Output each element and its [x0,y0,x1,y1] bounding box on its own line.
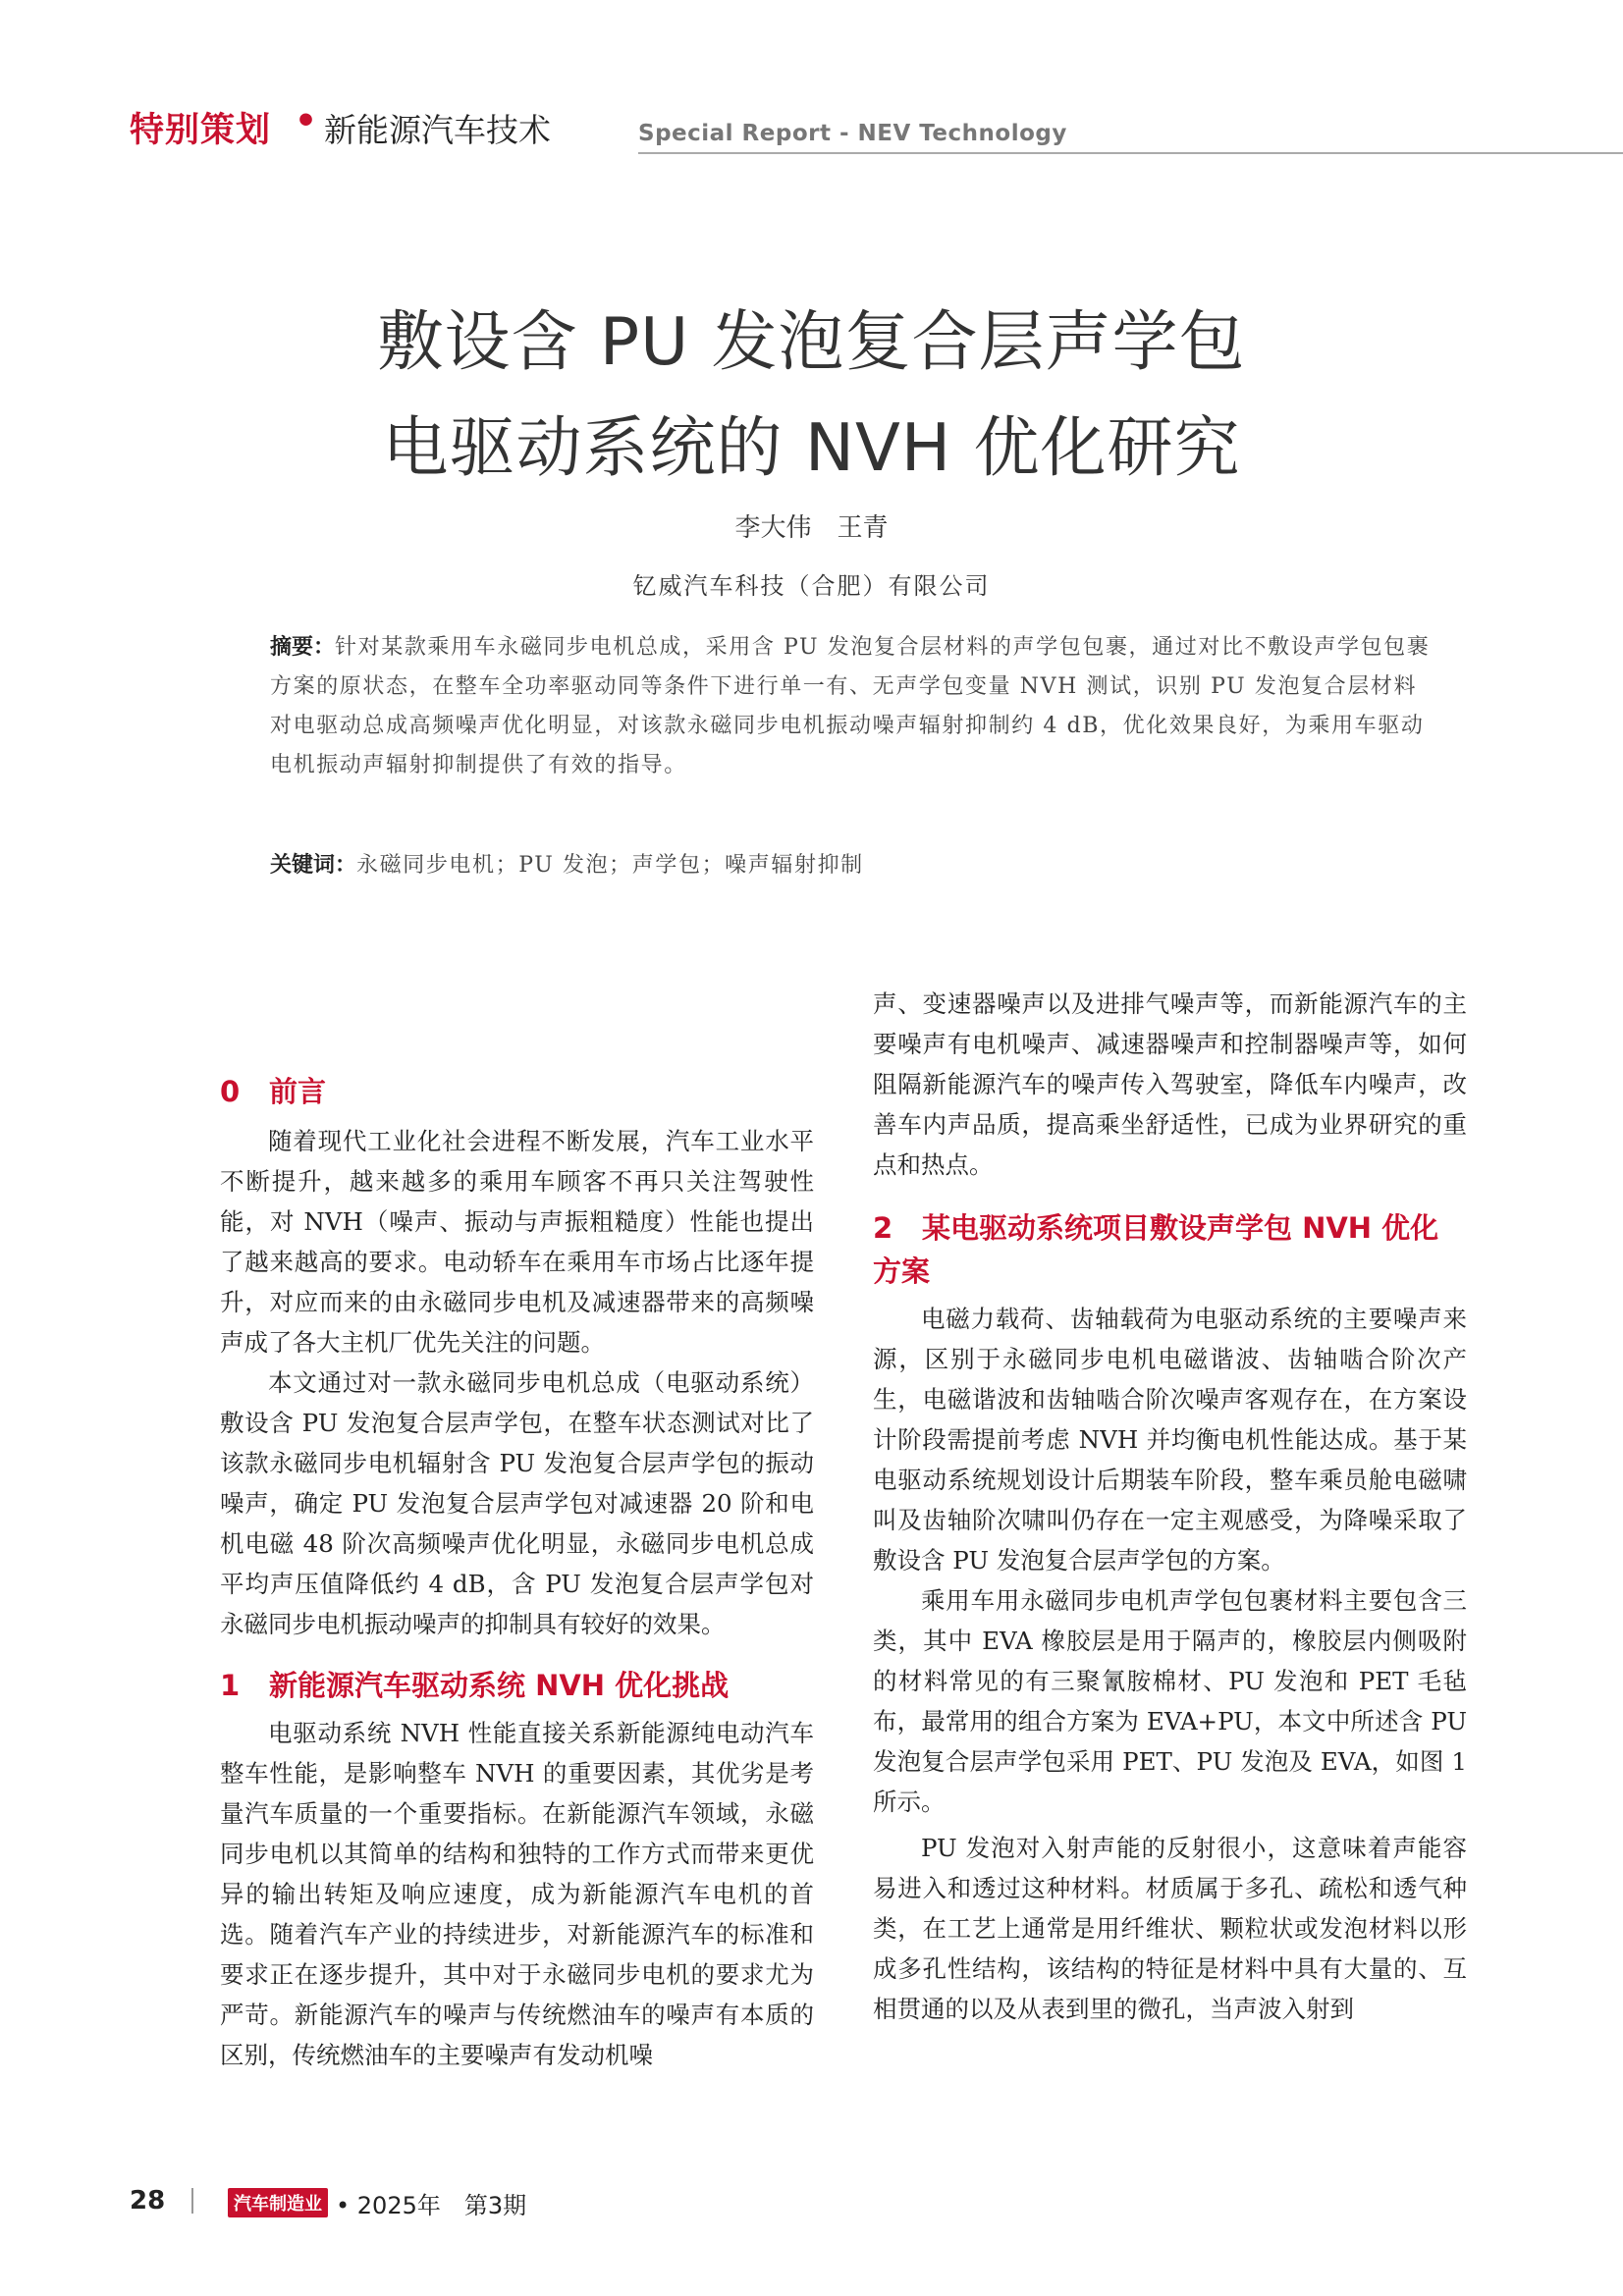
section-number: 0 [220,1075,241,1108]
abstract-label: 摘要： [270,635,336,660]
paragraph: 电驱动系统 NVH 性能直接关系新能源纯电动汽车整车性能，是影响整车 NVH 的重要因素，其优劣是考量汽车质量的一个重要指标。在新能源汽车领域，永磁同步电机以其简单的结构和独特的工作方式而带来更优异的输出转矩及响应速度，成为新能源汽车电机的首选。随着汽车产业的持续进步，对新能源汽车的标准和要求正在逐步提升，其中对于永磁同步电机的要求尤为严苛。新能源汽车的噪声与传统燃油车的噪声有本质的区别，传统燃油车的主要噪声有发动机噪 [220,1719,814,2069]
paragraph-continued: 声、变速器噪声以及进排气噪声等，而新能源汽车的主要噪声有电机噪声、减速器噪声和控制器噪声等，如何阻隔新能源汽车的噪声传入驾驶室，降低车内噪声，改善车内声品质，提高乘坐舒适性，已成为业界研究的重点和热点。 [873,989,1467,1179]
right-column [873,984,1467,2029]
abstract [270,628,1438,785]
authors: 李大伟 王青 [734,513,889,543]
keywords [270,846,1438,885]
section-title: 新能源汽车驱动系统 NVH 优化挑战 [269,1669,730,1702]
paragraph: 乘用车用永磁同步电机声学包包裹材料主要包含三类，其中 EVA 橡胶层是用于隔声的，橡胶层内侧吸附的材料常见的有三聚氰胺棉材、PU 发泡和 PET 毛毡布，最常用的组合方案为 EVA+PU，本文中所述含 PU 发泡复合层声学包采用 PET、PU 发泡及 EVA，如图 1 所示。 [873,1586,1467,1816]
section-heading-1 [220,1664,814,1707]
paragraph: 电磁力载荷、齿轴载荷为电驱动系统的主要噪声来源，区别于永磁同步电机电磁谐波、齿轴啮合阶次产生，电磁谐波和齿轴啮合阶次噪声客观存在，在方案设计阶段需提前考虑 NVH 并均衡电机性能达成。基于某电驱动系统规划设计后期装车阶段，整车乘员舱电磁啸叫及齿轴阶次啸叫仍存在一定主观感受，为降噪采取了敷设含 PU 发泡复合层声学包的方案。 [873,1305,1467,1575]
section-title: 某电驱动系统项目敷设声学包 NVH 优化方案 [873,1211,1439,1288]
paragraph: PU 发泡对入射声能的反射很小，这意味着声能容易进入和透过这种材料。材质属于多孔、疏松和透气种类，在工艺上通常是用纤维状、颗粒状或发泡材料以形成多孔性结构，该结构的特征是材料中具有大量的、互相贯通的以及从表到里的微孔，当声波入射到 [873,1834,1467,2023]
section-number: 2 [873,1211,893,1245]
article-title-line-1: 敷设含 PU 发泡复合层声学包 [377,303,1246,380]
section-heading-0 [220,1070,814,1113]
section-label: 特别策划 [130,111,272,150]
page-number: 28 [130,2186,166,2216]
article-title-line-2: 电驱动系统的 NVH 优化研究 [382,409,1241,486]
issue-info: • 2025年 第3期 [336,2192,527,2219]
keywords-text: 永磁同步电机；PU 发泡；声学包；噪声辐射抑制 [356,853,864,878]
section-title: 前言 [269,1075,327,1108]
abstract-text: 针对某款乘用车永磁同步电机总成，采用含 PU 发泡复合层材料的声学包包裹，通过对比不敷设声学包包裹方案的原状态，在整车全功率驱动同等条件下进行单一有、无声学包变量 NVH 测试，识别 PU 发泡复合层材料对电驱动总成高频噪声优化明显，对该款永磁同步电机振动噪声辐射抑制约 4 dB，优化效果良好，为乘用车驱动电机振动声辐射抑制提供了有效的指导。 [270,635,1431,777]
section-english: Special Report - NEV Technology [638,121,1067,146]
header-bullet: • [295,101,318,141]
keywords-label: 关键词： [270,853,357,878]
footer-divider [191,2188,193,2214]
section-heading-2 [873,1206,1467,1293]
paragraph: 随着现代工业化社会进程不断发展，汽车工业水平不断提升，越来越多的乘用车顾客不再只关注驾驶性能，对 NVH（噪声、振动与声振粗糙度）性能也提出了越来越高的要求。电动轿车在乘用车市场占比逐年提升，对应而来的由永磁同步电机及减速器带来的高频噪声成了各大主机厂优先关注的问题。 [220,1127,814,1357]
magazine-logo: 汽车制造业 [228,2188,328,2217]
header-rule [638,152,1623,154]
left-column [220,1070,814,2075]
affiliation: 钇威汽车科技（合肥）有限公司 [632,572,991,600]
running-header [130,103,1623,152]
section-number: 1 [220,1669,241,1702]
paragraph: 本文通过对一款永磁同步电机总成（电驱动系统）敷设含 PU 发泡复合层声学包，在整车状态测试对比了该款永磁同步电机辐射含 PU 发泡复合层声学包的振动噪声，确定 PU 发泡复合层声学包对减速器 20 阶和电机电磁 48 阶次高频噪声优化明显，永磁同步电机总成平均声压值降低约 4 dB，含 PU 发泡复合层声学包对永磁同步电机振动噪声的抑制具有较好的效果。 [220,1368,814,1638]
section-topic: 新能源汽车技术 [324,111,551,149]
